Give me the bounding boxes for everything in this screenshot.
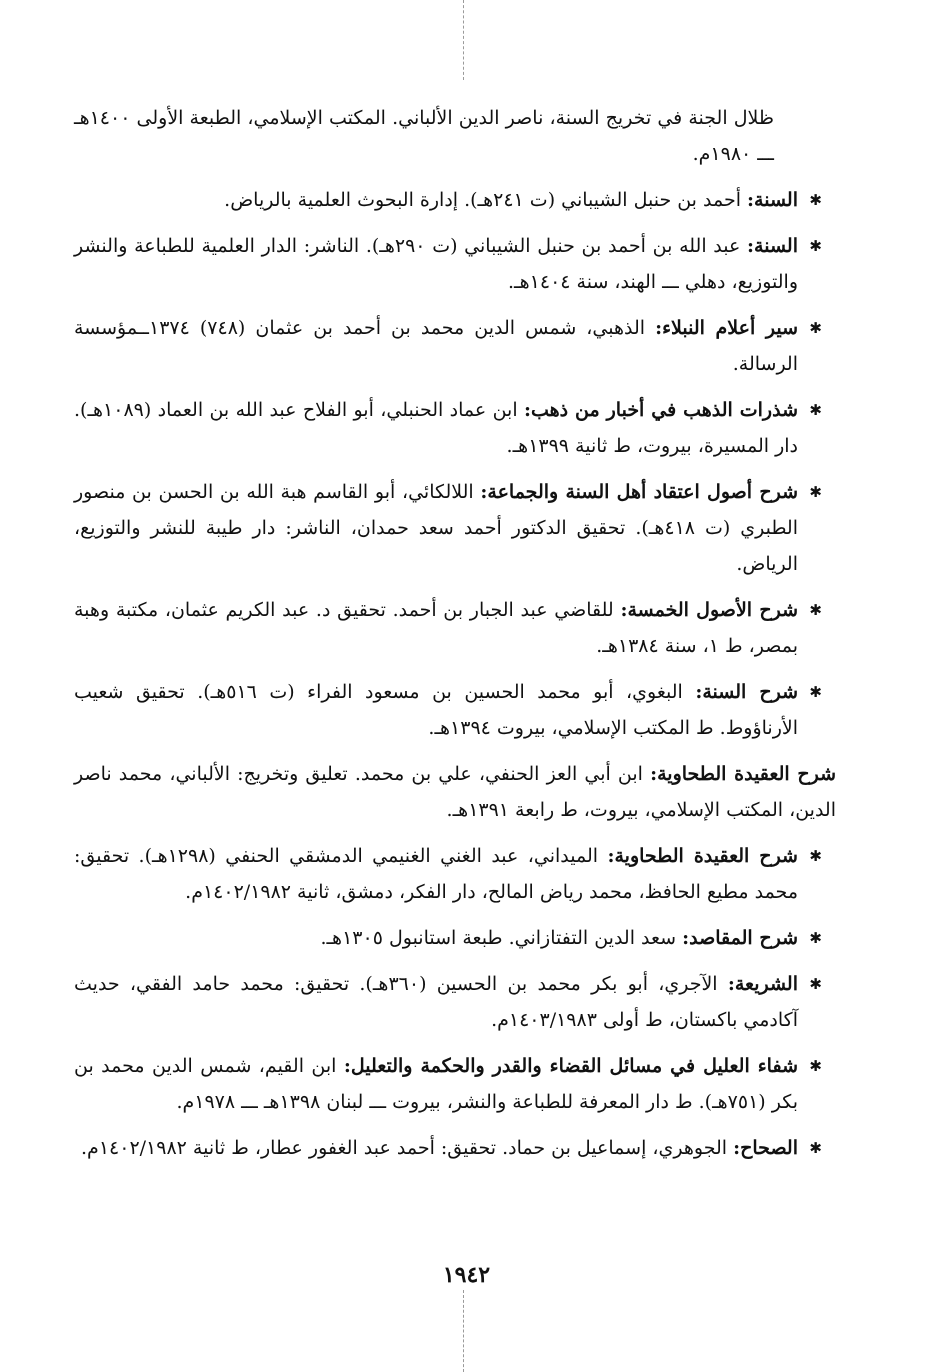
bibliography-entry: [74, 392, 836, 464]
entry-title: شرح العقيدة الطحاوية:: [607, 845, 798, 867]
entry-text: عبد الله بن أحمد بن حنبل الشيباني (ت ٢٩٠هـ). الناشر: الدار العلمية للطباعة والنشر والتوزيع، دهلي ـــ الهند، سنة ١٤٠٤هـ.: [74, 235, 798, 293]
bibliography-entry: [74, 966, 836, 1038]
asterisk-bullet-icon: ✱: [809, 1139, 822, 1157]
entry-title: شرح أصول اعتقاد أهل السنة والجماعة:: [480, 481, 798, 503]
entry-title: الشريعة:: [727, 973, 798, 995]
asterisk-bullet-icon: ✱: [809, 1057, 822, 1075]
bibliography-entry: [74, 838, 836, 910]
entry-text: ابن القيم، شمس الدين محمد بن بكر (٧٥١هـ). ط دار المعرفة للطباعة والنشر، بيروت ـــ لبنان ١٣٩٨هـ ـــ ١٩٧٨م.: [74, 1055, 798, 1113]
bibliography-entry: [74, 756, 836, 828]
entry-text: الذهبي، شمس الدين محمد بن أحمد بن عثمان (٧٤٨) ١٣٧٤ــمؤسسة الرسالة.: [74, 317, 798, 375]
bibliography-entry: [74, 310, 836, 382]
asterisk-bullet-icon: ✱: [809, 191, 822, 209]
bibliography-entry: [74, 228, 836, 300]
bibliography-entry: [74, 920, 836, 956]
asterisk-bullet-icon: ✱: [809, 975, 822, 993]
bibliography-entry: [74, 1048, 836, 1120]
entry-text: ابن عماد الحنبلي، أبو الفلاح عبد الله بن العماد (١٠٨٩هـ). دار المسيرة، بيروت، ط ثانية ١٣٩٩هـ.: [74, 399, 798, 457]
asterisk-bullet-icon: ✱: [809, 483, 822, 501]
entry-text: الآجري، أبو بكر محمد بن الحسين (٣٦٠هـ). تحقيق: محمد حامد الفقي، حديث آكادمي باكستان، ط أولى ١٤٠٣/١٩٨٣م.: [74, 973, 798, 1031]
asterisk-bullet-icon: ✱: [809, 319, 822, 337]
entry-text: أحمد بن حنبل الشيباني (ت ٢٤١هـ). إدارة البحوث العلمية بالرياض.: [224, 189, 741, 211]
bibliography-entry: [74, 674, 836, 746]
entry-title: سير أعلام النبلاء:: [655, 317, 799, 339]
entry-title: السنة:: [747, 189, 798, 211]
entry-title: السنة:: [747, 235, 798, 257]
bibliography-entry: [74, 1130, 836, 1166]
entry-text: ابن أبي العز الحنفي، علي بن محمد. تعليق وتخريج: الألباني، محمد ناصر الدين، المكتب الإسلامي، بيروت، ط رابعة ١٣٩١هـ.: [74, 763, 836, 821]
entry-title: شفاء العليل في مسائل القضاء والقدر والحكمة والتعليل:: [343, 1055, 798, 1077]
entry-text: ظلال الجنة في تخريج السنة، ناصر الدين الألباني. المكتب الإسلامي، الطبعة الأولى ١٤٠٠هـ ـــ ١٩٨٠م.: [74, 107, 774, 165]
entry-text: الجوهري، إسماعيل بن حماد. تحقيق: أحمد عبد الغفور عطار، ط ثانية ١٤٠٢/١٩٨٢م.: [81, 1137, 728, 1159]
entry-text: سعد الدين التفتازاني. طبعة استانبول ١٣٠٥هـ.: [320, 927, 677, 949]
asterisk-bullet-icon: ✱: [809, 683, 822, 701]
bibliography-entry: [74, 474, 836, 582]
top-dashed-guide: [463, 0, 464, 80]
entry-text: اللالكائي، أبو القاسم هبة الله بن الحسن بن منصور الطبري (ت ٤١٨هـ). تحقيق الدكتور أحمد سعد حمدان، الناشر: دار طيبة للنشر والتوزيع، الرياض.: [74, 481, 798, 575]
entry-title: شذرات الذهب في أخبار من ذهب:: [523, 399, 798, 421]
bottom-dashed-guide: [463, 1290, 464, 1372]
bibliography-entry: [74, 182, 836, 218]
entry-title: شرح الأصول الخمسة:: [620, 599, 799, 621]
entry-title: شرح المقاصد:: [682, 927, 798, 949]
entry-title: الصحاح:: [733, 1137, 798, 1159]
bibliography-entry: [74, 592, 836, 664]
asterisk-bullet-icon: ✱: [809, 847, 822, 865]
entry-title: شرح السنة:: [695, 681, 799, 703]
entry-text: البغوي، أبو محمد الحسين بن مسعود الفراء (ت ٥١٦هـ). تحقيق شعيب الأرناؤوط. ط المكتب الإسلامي، بيروت ١٣٩٤هـ.: [74, 681, 798, 739]
asterisk-bullet-icon: ✱: [809, 929, 822, 947]
entry-title: شرح العقيدة الطحاوية:: [650, 763, 836, 785]
entry-text: للقاضي عبد الجبار بن أحمد. تحقيق د. عبد الكريم عثمان، مكتبة وهبة بمصر، ط ١، سنة ١٣٨٤هـ.: [74, 599, 798, 657]
asterisk-bullet-icon: ✱: [809, 237, 822, 255]
page-number: ١٩٤٢: [442, 1262, 491, 1288]
asterisk-bullet-icon: ✱: [809, 601, 822, 619]
bibliography-entry: [74, 100, 798, 172]
bibliography-list: [74, 100, 836, 1176]
asterisk-bullet-icon: ✱: [809, 401, 822, 419]
entry-text: الميداني، عبد الغني الغنيمي الدمشقي الحنفي (١٢٩٨هـ). تحقيق: محمد مطيع الحافظ، محمد رياض المالح، دار الفكر، دمشق، ثانية ١٤٠٢/١٩٨٢م.: [74, 845, 798, 903]
